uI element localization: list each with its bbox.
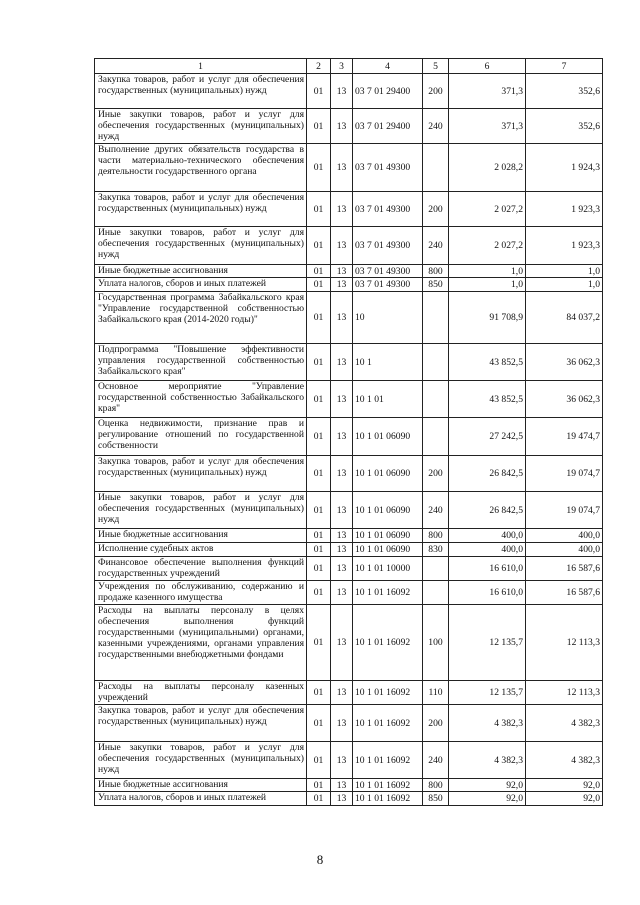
row-amount-col7: 400,0 (526, 529, 603, 543)
row-amount-col6: 400,0 (449, 529, 526, 543)
table-row (95, 227, 603, 265)
row-amount-col6: 92,0 (449, 792, 526, 806)
table-row (95, 109, 603, 144)
row-target-code: 03 7 01 29400 (353, 74, 423, 109)
row-section: 01 (307, 543, 331, 557)
row-name: Государственная программа Забайкальского края "Управление государственной собственностью Забайкальского края (2014-2020 годы)" (95, 292, 307, 344)
row-subsection: 13 (331, 681, 353, 705)
row-expense-type: 800 (423, 529, 449, 543)
row-target-code: 10 1 01 16092 (353, 742, 423, 779)
row-expense-type: 240 (423, 109, 449, 144)
row-name: Уплата налогов, сборов и иных платежей (95, 792, 307, 806)
row-expense-type: 240 (423, 492, 449, 529)
row-amount-col7: 1,0 (526, 278, 603, 292)
row-target-code: 03 7 01 49300 (353, 278, 423, 292)
row-section: 01 (307, 581, 331, 605)
table-row (95, 742, 603, 779)
table-row (95, 705, 603, 742)
row-target-code: 10 1 01 16092 (353, 681, 423, 705)
row-amount-col6: 12 135,7 (449, 681, 526, 705)
row-amount-col7: 19 474,7 (526, 418, 603, 456)
row-subsection: 13 (331, 492, 353, 529)
row-target-code: 03 7 01 49300 (353, 227, 423, 265)
row-section: 01 (307, 292, 331, 344)
row-amount-col7: 4 382,3 (526, 742, 603, 779)
row-section: 01 (307, 456, 331, 492)
table-row (95, 278, 603, 292)
row-subsection: 13 (331, 705, 353, 742)
row-amount-col7: 36 062,3 (526, 344, 603, 381)
row-amount-col6: 1,0 (449, 265, 526, 278)
table-row (95, 792, 603, 806)
row-subsection: 13 (331, 74, 353, 109)
budget-table (94, 58, 603, 806)
row-expense-type: 850 (423, 792, 449, 806)
row-section: 01 (307, 74, 331, 109)
row-section: 01 (307, 265, 331, 278)
header-col-2: 2 (307, 59, 331, 74)
row-target-code: 10 1 01 16092 (353, 605, 423, 681)
row-name: Основное мероприятие "Управление государственной собственностью Забайкальского края" (95, 381, 307, 418)
header-col-6: 6 (449, 59, 526, 74)
table-row (95, 529, 603, 543)
header-col-1: 1 (95, 59, 307, 74)
table-row (95, 492, 603, 529)
row-amount-col6: 2 028,2 (449, 144, 526, 192)
table-row (95, 779, 603, 792)
row-subsection: 13 (331, 192, 353, 227)
table-row (95, 74, 603, 109)
row-subsection: 13 (331, 227, 353, 265)
row-target-code: 10 1 01 06090 (353, 492, 423, 529)
row-amount-col7: 16 587,6 (526, 581, 603, 605)
row-amount-col6: 27 242,5 (449, 418, 526, 456)
row-subsection: 13 (331, 529, 353, 543)
row-amount-col6: 16 610,0 (449, 581, 526, 605)
row-target-code: 10 1 01 16092 (353, 792, 423, 806)
row-amount-col7: 4 382,3 (526, 705, 603, 742)
row-target-code: 03 7 01 49300 (353, 192, 423, 227)
row-amount-col6: 16 610,0 (449, 557, 526, 581)
table-row (95, 581, 603, 605)
row-name: Закупка товаров, работ и услуг для обеспечения государственных (муниципальных) нужд (95, 74, 307, 109)
row-name: Иные бюджетные ассигнования (95, 529, 307, 543)
row-amount-col7: 19 074,7 (526, 456, 603, 492)
row-amount-col7: 36 062,3 (526, 381, 603, 418)
row-amount-col6: 43 852,5 (449, 381, 526, 418)
row-amount-col7: 92,0 (526, 779, 603, 792)
table-row (95, 605, 603, 681)
table-row (95, 144, 603, 192)
row-expense-type (423, 381, 449, 418)
table-row (95, 418, 603, 456)
row-subsection: 13 (331, 278, 353, 292)
row-amount-col7: 1 923,3 (526, 192, 603, 227)
row-amount-col7: 352,6 (526, 109, 603, 144)
row-expense-type: 800 (423, 265, 449, 278)
row-name: Расходы на выплаты персоналу казенных учреждений (95, 681, 307, 705)
row-subsection: 13 (331, 456, 353, 492)
row-subsection: 13 (331, 265, 353, 278)
row-target-code: 10 1 01 06090 (353, 418, 423, 456)
row-amount-col7: 12 113,3 (526, 681, 603, 705)
row-target-code: 10 1 01 06090 (353, 543, 423, 557)
row-amount-col6: 92,0 (449, 779, 526, 792)
row-subsection: 13 (331, 543, 353, 557)
row-amount-col6: 371,3 (449, 74, 526, 109)
row-amount-col7: 84 037,2 (526, 292, 603, 344)
header-col-4: 4 (353, 59, 423, 74)
row-name: Закупка товаров, работ и услуг для обеспечения государственных (муниципальных) нужд (95, 705, 307, 742)
table-row (95, 543, 603, 557)
row-target-code: 10 1 01 (353, 381, 423, 418)
row-subsection: 13 (331, 557, 353, 581)
row-section: 01 (307, 705, 331, 742)
row-name: Иные бюджетные ассигнования (95, 779, 307, 792)
row-target-code: 03 7 01 49300 (353, 144, 423, 192)
row-target-code: 03 7 01 49300 (353, 265, 423, 278)
row-section: 01 (307, 742, 331, 779)
row-name: Иные бюджетные ассигнования (95, 265, 307, 278)
row-subsection: 13 (331, 605, 353, 681)
row-subsection: 13 (331, 144, 353, 192)
row-amount-col7: 1,0 (526, 265, 603, 278)
row-amount-col6: 1,0 (449, 278, 526, 292)
header-col-3: 3 (331, 59, 353, 74)
row-amount-col7: 16 587,6 (526, 557, 603, 581)
row-section: 01 (307, 492, 331, 529)
row-section: 01 (307, 192, 331, 227)
row-amount-col7: 352,6 (526, 74, 603, 109)
row-amount-col6: 12 135,7 (449, 605, 526, 681)
row-subsection: 13 (331, 742, 353, 779)
row-name: Закупка товаров, работ и услуг для обеспечения государственных (муниципальных) нужд (95, 192, 307, 227)
row-expense-type: 200 (423, 705, 449, 742)
row-subsection: 13 (331, 109, 353, 144)
row-name: Финансовое обеспечение выполнения функций государственных учреждений (95, 557, 307, 581)
row-name: Подпрограмма "Повышение эффективности управления государственной собственностью Забайкальского края" (95, 344, 307, 381)
row-expense-type: 110 (423, 681, 449, 705)
row-target-code: 10 1 01 10000 (353, 557, 423, 581)
row-name: Иные закупки товаров, работ и услуг для обеспечения государственных (муниципальных) нужд (95, 227, 307, 265)
row-section: 01 (307, 681, 331, 705)
row-subsection: 13 (331, 779, 353, 792)
row-subsection: 13 (331, 292, 353, 344)
table-header-row (95, 59, 603, 74)
row-expense-type: 200 (423, 192, 449, 227)
row-subsection: 13 (331, 581, 353, 605)
row-amount-col6: 2 027,2 (449, 192, 526, 227)
row-target-code: 10 (353, 292, 423, 344)
row-amount-col6: 371,3 (449, 109, 526, 144)
budget-table-sheet (94, 58, 602, 806)
row-name: Уплата налогов, сборов и иных платежей (95, 278, 307, 292)
row-expense-type (423, 418, 449, 456)
row-amount-col7: 12 113,3 (526, 605, 603, 681)
row-name: Выполнение других обязательств государства в части материально-технического обеспечения деятельности государственного органа (95, 144, 307, 192)
row-target-code: 03 7 01 29400 (353, 109, 423, 144)
row-expense-type: 240 (423, 227, 449, 265)
row-amount-col6: 91 708,9 (449, 292, 526, 344)
row-section: 01 (307, 779, 331, 792)
row-subsection: 13 (331, 344, 353, 381)
row-amount-col6: 26 842,5 (449, 492, 526, 529)
table-row (95, 456, 603, 492)
row-target-code: 10 1 01 16092 (353, 581, 423, 605)
row-name: Иные закупки товаров, работ и услуг для обеспечения государственных (муниципальных) нужд (95, 109, 307, 144)
row-name: Иные закупки товаров, работ и услуг для обеспечения государственных (муниципальных) нужд (95, 742, 307, 779)
row-subsection: 13 (331, 381, 353, 418)
row-amount-col7: 400,0 (526, 543, 603, 557)
row-amount-col6: 4 382,3 (449, 742, 526, 779)
header-col-5: 5 (423, 59, 449, 74)
row-target-code: 10 1 01 16092 (353, 705, 423, 742)
row-section: 01 (307, 381, 331, 418)
row-amount-col6: 4 382,3 (449, 705, 526, 742)
row-section: 01 (307, 344, 331, 381)
row-expense-type: 200 (423, 456, 449, 492)
row-expense-type: 830 (423, 543, 449, 557)
row-target-code: 10 1 01 06090 (353, 529, 423, 543)
row-expense-type (423, 581, 449, 605)
table-row (95, 681, 603, 705)
table-row (95, 265, 603, 278)
table-row (95, 381, 603, 418)
row-expense-type: 240 (423, 742, 449, 779)
row-target-code: 10 1 01 16092 (353, 779, 423, 792)
row-amount-col6: 26 842,5 (449, 456, 526, 492)
row-name: Учреждения по обслуживанию, содержанию и продаже казенного имущества (95, 581, 307, 605)
row-expense-type: 100 (423, 605, 449, 681)
row-section: 01 (307, 227, 331, 265)
row-amount-col7: 92,0 (526, 792, 603, 806)
row-name: Закупка товаров, работ и услуг для обеспечения государственных (муниципальных) нужд (95, 456, 307, 492)
row-section: 01 (307, 529, 331, 543)
row-subsection: 13 (331, 792, 353, 806)
header-col-7: 7 (526, 59, 603, 74)
row-expense-type (423, 292, 449, 344)
row-section: 01 (307, 109, 331, 144)
table-row (95, 557, 603, 581)
row-section: 01 (307, 144, 331, 192)
row-expense-type (423, 344, 449, 381)
page-number: 8 (316, 852, 324, 867)
row-section: 01 (307, 278, 331, 292)
row-expense-type: 850 (423, 278, 449, 292)
row-section: 01 (307, 605, 331, 681)
row-amount-col7: 1 923,3 (526, 227, 603, 265)
table-row (95, 344, 603, 381)
table-row (95, 292, 603, 344)
table-row (95, 192, 603, 227)
row-section: 01 (307, 557, 331, 581)
row-amount-col7: 1 924,3 (526, 144, 603, 192)
row-amount-col6: 400,0 (449, 543, 526, 557)
row-expense-type: 800 (423, 779, 449, 792)
row-subsection: 13 (331, 418, 353, 456)
row-target-code: 10 1 01 06090 (353, 456, 423, 492)
row-section: 01 (307, 792, 331, 806)
row-name: Оценка недвижимости, признание прав и регулирование отношений по государственной собственности (95, 418, 307, 456)
row-name: Расходы на выплаты персоналу в целях обеспечения выполнения функций государственными (муниципальными) органами, казенными учреждениями, органами управления государственными внебюджетными фондами (95, 605, 307, 681)
row-expense-type (423, 557, 449, 581)
row-target-code: 10 1 (353, 344, 423, 381)
row-amount-col6: 2 027,2 (449, 227, 526, 265)
row-amount-col6: 43 852,5 (449, 344, 526, 381)
row-name: Иные закупки товаров, работ и услуг для обеспечения государственных (муниципальных) нужд (95, 492, 307, 529)
row-expense-type: 200 (423, 74, 449, 109)
row-section: 01 (307, 418, 331, 456)
row-name: Исполнение судебных актов (95, 543, 307, 557)
row-amount-col7: 19 074,7 (526, 492, 603, 529)
row-expense-type (423, 144, 449, 192)
